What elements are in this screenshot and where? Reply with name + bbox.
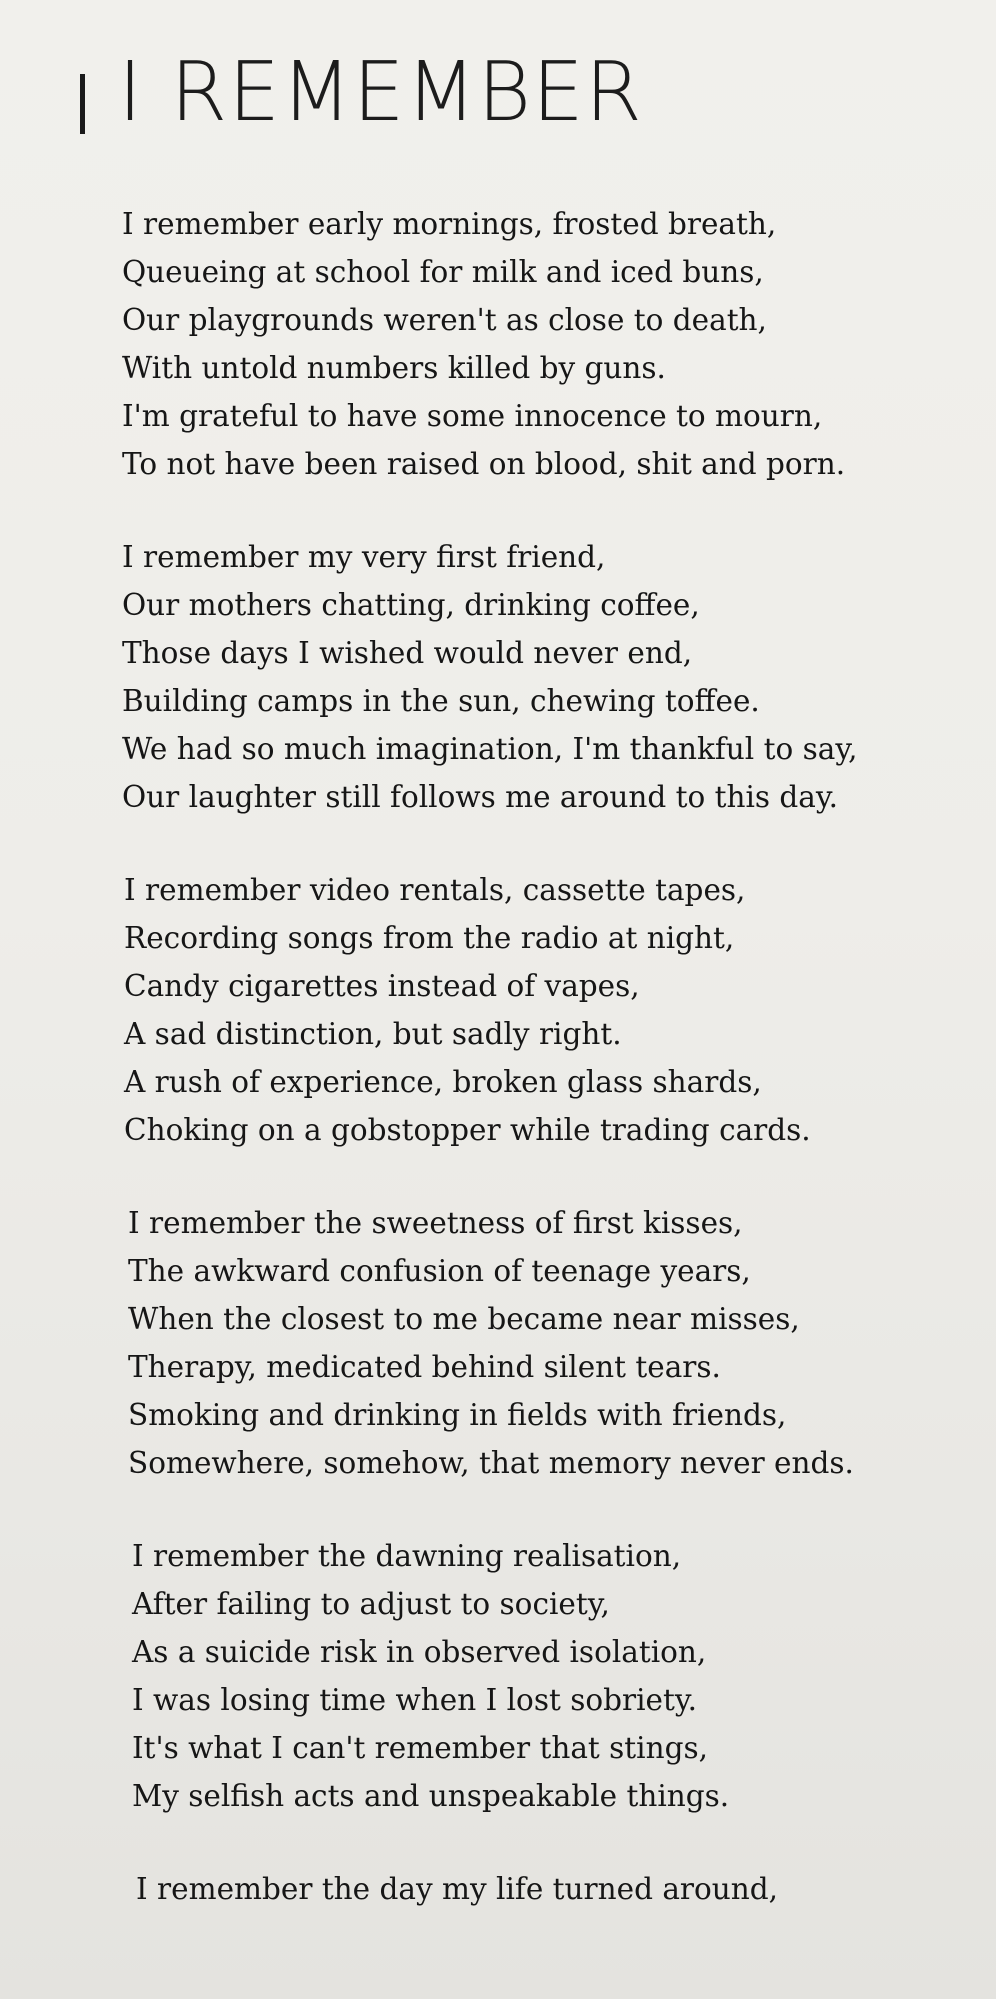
poem-line: I remember the dawning realisation,: [132, 1539, 682, 1573]
poem-line: Our laughter still follows me around to this day.: [122, 780, 839, 814]
poem-line: When the closest to me became near misses,: [128, 1302, 800, 1336]
poem-body: [122, 200, 962, 1958]
poem-line: Those days I wished would never end,: [122, 636, 693, 670]
poem-line: I remember early mornings, frosted breath,: [122, 207, 777, 241]
poem-line: A sad distinction, but sadly right.: [124, 1017, 622, 1051]
poem-line: To not have been raised on blood, shit and porn.: [122, 447, 846, 481]
poem-line: I remember video rentals, cassette tapes,: [124, 873, 746, 907]
poem-line: Our playgrounds weren't as close to death,: [122, 303, 767, 337]
poem-line: A rush of experience, broken glass shards,: [124, 1065, 762, 1099]
poem-line: I was losing time when I lost sobriety.: [132, 1683, 697, 1717]
poem-line: I remember the day my life turned around,: [136, 1872, 779, 1906]
stanza-5: [122, 1532, 962, 1820]
poem-line: My selfish acts and unspeakable things.: [132, 1779, 730, 1813]
poem-line: After failing to adjust to society,: [132, 1587, 610, 1621]
poem-line: Recording songs from the radio at night,: [124, 921, 735, 955]
poem-title: I REMEMBER: [118, 45, 643, 140]
poem-line: Smoking and drinking in fields with friends,: [128, 1398, 787, 1432]
poem-line: I'm grateful to have some innocence to mourn,: [122, 399, 823, 433]
poem-line: Therapy, medicated behind silent tears.: [128, 1350, 721, 1384]
poem-line: Queueing at school for milk and iced buns,: [122, 255, 764, 289]
poem-line: As a suicide risk in observed isolation,: [132, 1635, 707, 1669]
poem-line: It's what I can't remember that stings,: [132, 1731, 708, 1765]
poem-line: We had so much imagination, I'm thankful to say,: [122, 732, 858, 766]
poem-line: The awkward confusion of teenage years,: [128, 1254, 751, 1288]
poem-line: Building camps in the sun, chewing toffee.: [122, 684, 760, 718]
poem-line: I remember the sweetness of first kisses,: [128, 1206, 743, 1240]
poem-line: I remember my very first friend,: [122, 540, 606, 574]
poem-line: Our mothers chatting, drinking coffee,: [122, 588, 700, 622]
stanza-1: [122, 200, 962, 488]
poem-line: Somewhere, somehow, that memory never ends.: [128, 1446, 854, 1480]
poem-line: Candy cigarettes instead of vapes,: [124, 969, 640, 1003]
poem-line: Choking on a gobstopper while trading cards.: [124, 1113, 811, 1147]
title-vertical-bar: [80, 74, 85, 134]
stanza-4: [122, 1199, 962, 1487]
stanza-6: [122, 1865, 962, 1913]
stanza-3: [122, 866, 962, 1154]
stanza-2: [122, 533, 962, 821]
poem-line: With untold numbers killed by guns.: [122, 351, 666, 385]
